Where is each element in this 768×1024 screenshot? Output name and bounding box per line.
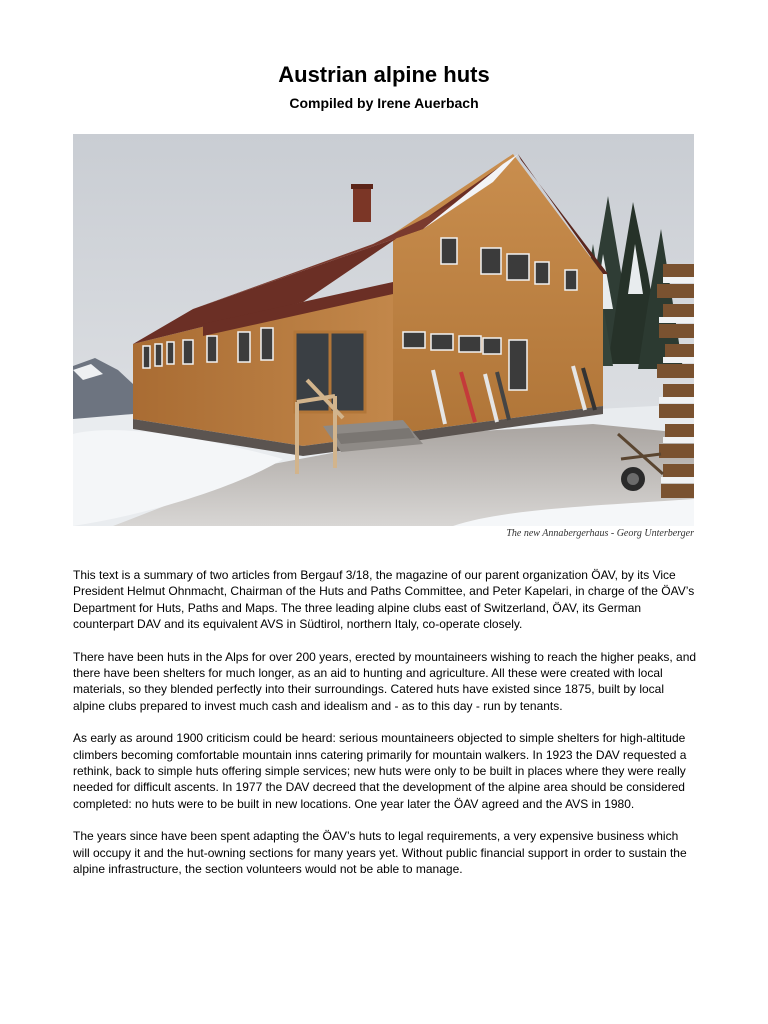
page-subtitle: Compiled by Irene Auerbach [289, 95, 479, 111]
page-title: Austrian alpine huts [278, 62, 490, 87]
paragraph: As early as around 1900 criticism could be heard: serious mountaineers objected to simple shelters for high-altitude climbers becoming comfortable mountain inns catering primarily for mountain walkers. In 1923 the DAV requested a rethink, back to simple huts offering simple services; new huts were only to be built in places where they were really needed for difficult ascents. In 1977 the DAV decreed that the development of the alpine area should be considered completed: no huts were to be built in new locations. One year later the ÖAV agreed and the AVS in 1980. [73, 731, 687, 811]
paragraph: This text is a summary of two articles from Bergauf 3/18, the magazine of our parent organization ÖAV, by its Vice President Helmut Ohnmacht, Chairman of the Huts and Paths Committee, and Peter Kapelari, in charge of the ÖAV’s Department for Huts, Paths and Maps. The three leading alpine clubs east of Switzerland, ÖAV, its German counterpart DAV and its equivalent AVS in Südtirol, northern Italy, co-operate closely. [73, 568, 695, 632]
paragraph: The years since have been spent adapting the ÖAV’s huts to legal requirements, a very expensive business which will occupy it and the hut-owning sections for many years yet. Without public financial support in order to sustain the alpine infrastructure, the section volunteers would not be able to manage. [73, 829, 687, 877]
photo-caption: The new Annabergerhaus - Georg Unterberger [506, 528, 694, 539]
hut-photo [73, 134, 694, 526]
paragraph: There have been huts in the Alps for over 200 years, erected by mountaineers wishing to reach the higher peaks, and there have been shelters for much longer, as an aid to hunting and agriculture. All these were created with local materials, so they blended perfectly into their surroundings. Catered huts have existed since 1875, built by local alpine clubs prepared to invest much cash and idealism and - as to this day - run by tenants. [73, 649, 697, 713]
article-body [73, 567, 698, 894]
